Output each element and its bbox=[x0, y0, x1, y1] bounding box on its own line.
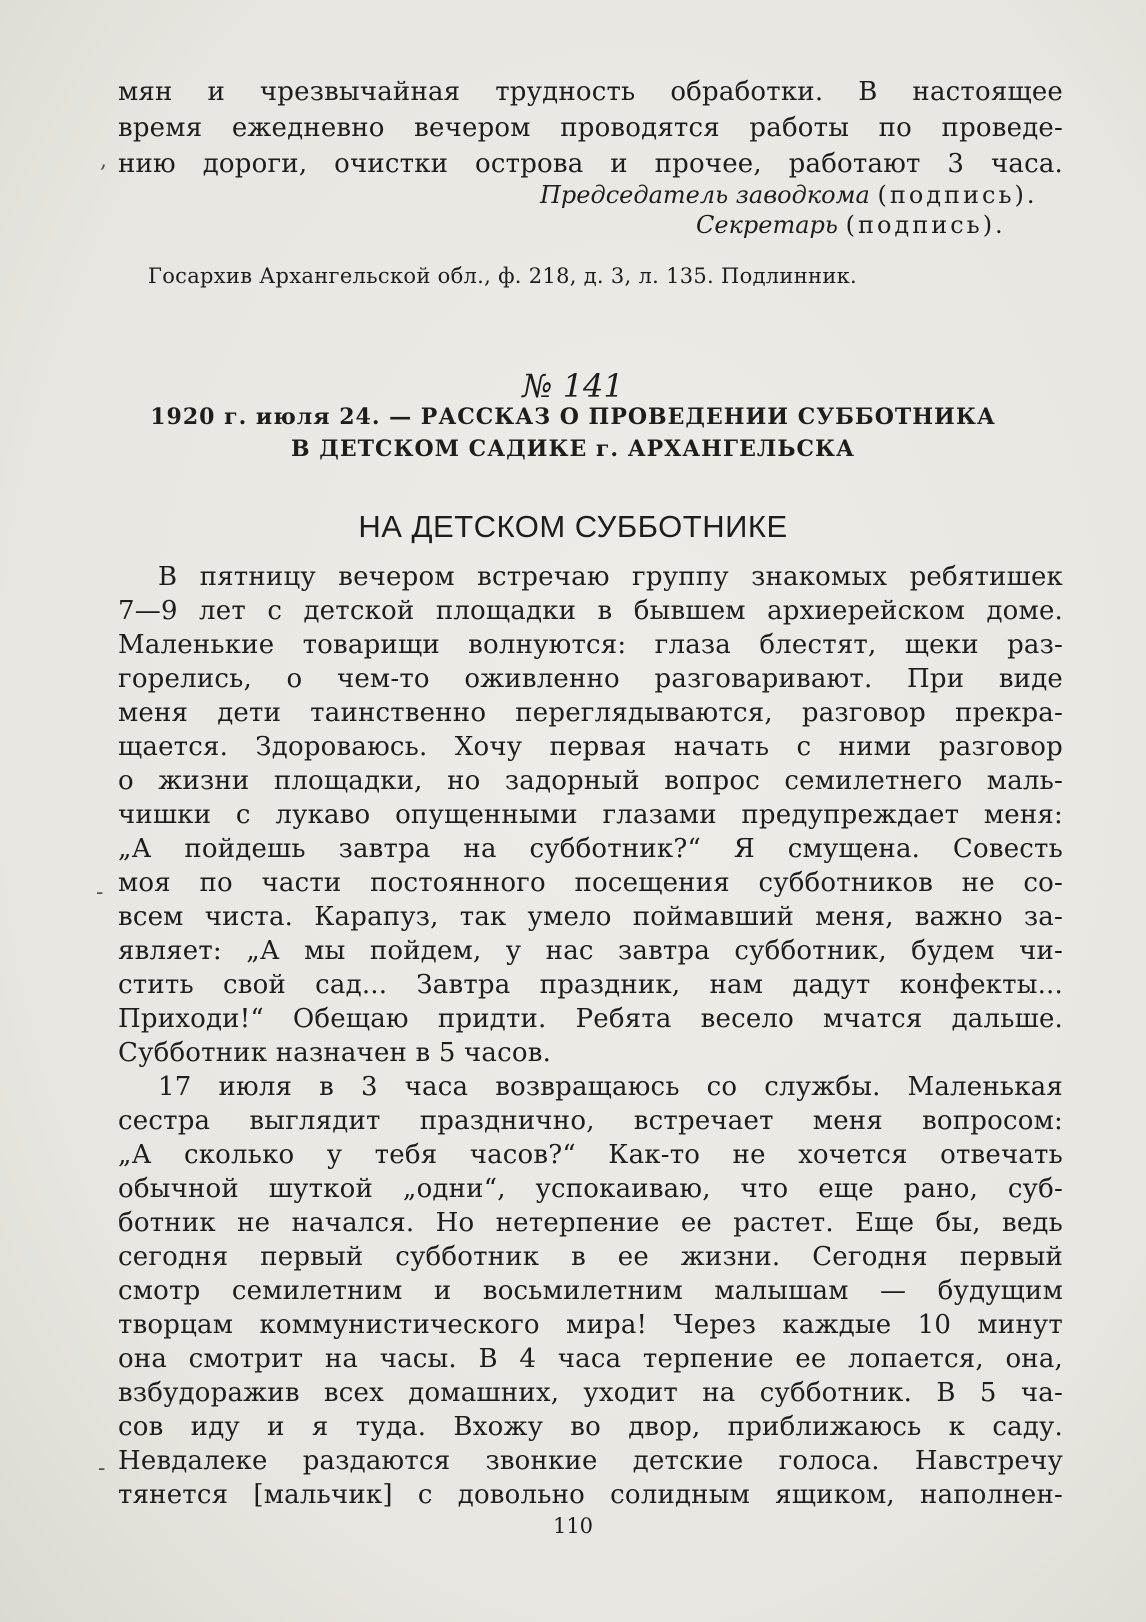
text-line: всем чиста. Карапуз, так умело поймавший меня, важно за- bbox=[118, 902, 1063, 932]
text-line: В пятницу вечером встречаю группу знакомых ребятишек bbox=[158, 562, 1063, 592]
margin-mark-icon: - bbox=[98, 1456, 106, 1481]
text-line: тянется [мальчик] с довольно солидным ящиком, наполнен- bbox=[118, 1480, 1063, 1510]
text-line: сестра выглядит празднично, встречает меня вопросом: bbox=[118, 1106, 1063, 1136]
secretary-title: Секретарь bbox=[696, 211, 838, 239]
chairman-signature bbox=[540, 180, 1038, 210]
text-line: взбудоражив всех домашних, уходит на субботник. В 5 ча- bbox=[118, 1378, 1063, 1408]
text-line: нию дороги, очистки острова и прочее, работают 3 часа. bbox=[118, 149, 1063, 179]
text-line: творцам коммунистического мира! Через каждые 10 минут bbox=[118, 1310, 1063, 1340]
top-paragraph bbox=[118, 75, 1063, 185]
text-line: 7—9 лет с детской площадки в бывшем архиерейском доме. bbox=[118, 596, 1063, 626]
document-number: № 141 bbox=[522, 367, 624, 405]
body-text bbox=[118, 560, 1063, 1510]
page-number: 110 bbox=[552, 1514, 594, 1538]
text-line: горелись, о чем-то оживленно разговаривают. При виде bbox=[118, 664, 1063, 694]
text-line: чишки с лукаво опущенными глазами предупреждает меня: bbox=[118, 800, 1063, 830]
text-line: являет: „А мы пойдем, у нас завтра субботник, будем чи- bbox=[118, 936, 1063, 966]
text-line: обычной шуткой „одни“, успокаиваю, что еще рано, суб- bbox=[118, 1174, 1063, 1204]
text-line: меня дети таинственно переглядываются, разговор прекра- bbox=[118, 698, 1063, 728]
text-line: „А сколько у тебя часов?“ Как-то не хочется отвечать bbox=[118, 1140, 1063, 1170]
margin-mark-icon: - bbox=[96, 880, 104, 905]
text-line: смотр семилетним и восьмилетним малышам — будущим bbox=[118, 1276, 1063, 1306]
text-line: моя по части постоянного посещения субботников не со- bbox=[118, 868, 1063, 898]
secretary-sign: (подпись). bbox=[845, 211, 1006, 239]
text-line: о жизни площадки, но задорный вопрос семилетнего маль- bbox=[118, 766, 1063, 796]
text-line: она смотрит на часы. В 4 часа терпение ее лопается, она, bbox=[118, 1344, 1063, 1374]
text-line: время ежедневно вечером проводятся работы по проведе- bbox=[118, 113, 1063, 143]
text-line: сов иду и я туда. Вхожу во двор, приближаюсь к саду. bbox=[118, 1412, 1063, 1442]
text-line: стить свой сад... Завтра праздник, нам дадут конфекты... bbox=[118, 970, 1063, 1000]
text-line: сегодня первый субботник в ее жизни. Сегодня первый bbox=[118, 1242, 1063, 1272]
text-line: „А пойдешь завтра на субботник?“ Я смущена. Совесть bbox=[118, 834, 1063, 864]
chairman-title: Председатель заводкома bbox=[540, 181, 870, 209]
text-line: Маленькие товарищи волнуются: глаза блестят, щеки раз- bbox=[118, 630, 1063, 660]
archive-reference: Госархив Архангельской обл., ф. 218, д. 3, л. 135. Подлинник. bbox=[148, 264, 858, 288]
text-line: ботник не начался. Но нетерпение ее растет. Еще бы, ведь bbox=[118, 1208, 1063, 1238]
article-subtitle: НА ДЕТСКОМ СУББОТНИКЕ bbox=[358, 509, 788, 544]
document-heading-line2: В ДЕТСКОМ САДИКЕ г. АРХАНГЕЛЬСКА bbox=[291, 436, 855, 462]
text-line: Невдалеке раздаются звонкие детские голоса. Навстречу bbox=[118, 1446, 1063, 1476]
margin-mark-icon: , bbox=[100, 148, 107, 173]
text-line: 17 июля в 3 часа возвращаюсь со службы. Маленькая bbox=[158, 1072, 1063, 1102]
text-line: Приходи!“ Обещаю придти. Ребята весело мчатся дальше. bbox=[118, 1004, 1063, 1034]
text-line: мян и чрезвычайная трудность обработки. В настоящее bbox=[118, 77, 1063, 107]
document-heading-line1: 1920 г. июля 24. — РАССКАЗ О ПРОВЕДЕНИИ СУББОТНИКА bbox=[150, 404, 996, 430]
text-line: щается. Здороваюсь. Хочу первая начать с ними разговор bbox=[118, 732, 1063, 762]
secretary-signature bbox=[696, 210, 1006, 240]
text-line: Субботник назначен в 5 часов. bbox=[118, 1038, 552, 1068]
chairman-sign: (подпись). bbox=[877, 181, 1038, 209]
